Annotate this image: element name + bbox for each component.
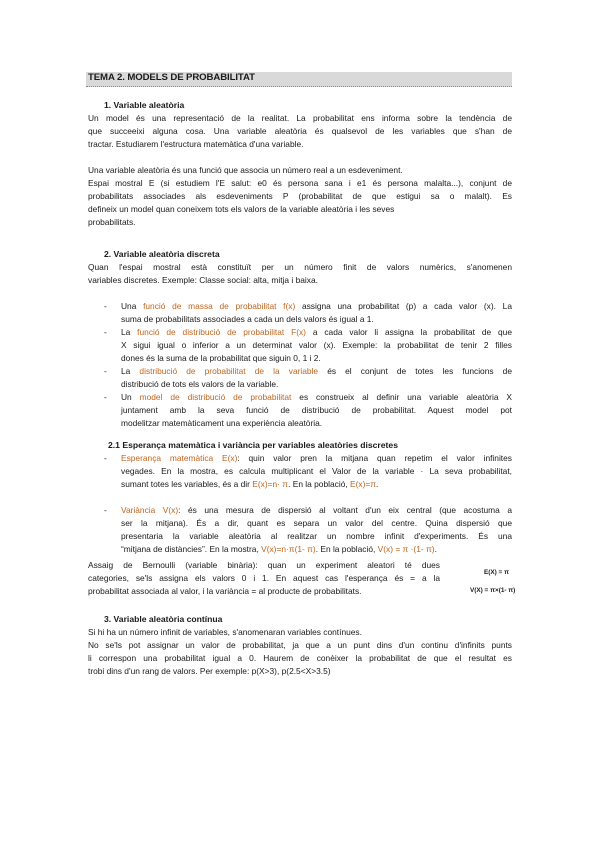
bullet-dash: - (104, 453, 107, 463)
s1-line-1: Un model és una representació de la realitat. La probabilitat ens informa sobre la tendència de (88, 113, 512, 123)
s2-bullet-2-line-2: X sigui igual o inferior a un determinat valor (x). Exemple: la probabilitat de tenir 2 filles (121, 340, 512, 350)
s2-bullet-4: Un model de distribució de probabilitat es construeix al definir una variable aleatòria X (121, 392, 512, 402)
s2-bullet-2: La funció de distribució de probabilitat F(x) a cada valor li assigna la probabilitat de que (121, 327, 512, 337)
bernoulli-expectation-formula: E(X) = π (484, 569, 509, 576)
section-1-heading: 1. Variable aleatòria (104, 100, 185, 110)
s1-line-3: tractar. Estudiarem l'estructura matemàtica d'una variable. (88, 139, 304, 149)
s2-bullet-3-line-2: distribució de tots els valors de la variable. (121, 379, 279, 389)
bernoulli-line-1: Assaig de Bernoulli (variable binària): quan un experiment aleatori té dues (88, 560, 440, 570)
bullet-dash: - (104, 366, 107, 376)
s1-line-8: probabilitats. (88, 217, 136, 227)
s2-line-1: Quan l'espai mostral està constituït per un número finit de valors numèrics, s'anomenen (88, 262, 512, 272)
s21-bullet-2-line-3: presentaria la variable aleatòria al realitzar un nombre infinit d'experiments. És una (121, 531, 512, 541)
s2-bullet-3: La distribució de probabilitat de la variable és el conjunt de totes les funcions de (121, 366, 512, 376)
s21-bullet-1: Esperança matemàtica E(x): quin valor pren la mitjana quan repetim el valor infinites (121, 453, 512, 463)
s2-bullet-2-line-3: dones és la suma de la probabilitat que siguin 0, 1 i 2. (121, 353, 321, 363)
s2-bullet-4-line-3: modelitzar matemàticament una experiència aleatòria. (121, 418, 323, 428)
s21-bullet-1-line-3: sumant totes les variables, és a dir E(x)=n· π. En la població, E(x)=π. (121, 479, 379, 489)
bernoulli-line-2: categories, se'ls assigna els valors 0 i 1. En aquest cas l'esperança és = a la (88, 573, 440, 583)
s2-bullet-4-line-2: juntament amb la seva funció de distribució de probabilitat. Aquest model pot (121, 405, 512, 415)
s3-line-2: No se'ls pot assignar un valor de probabilitat, ja que a un punt dins d'un continu d'infinits punts (88, 640, 512, 650)
s2-line-2: variables discretes. Exemple: Classe social: alta, mitja i baixa. (88, 275, 318, 285)
s3-line-1: Si hi ha un número infinit de variables, s'anomenaran variables contínues. (88, 627, 362, 637)
bullet-dash: - (104, 327, 107, 337)
s21-bullet-2-line-2: ser la mitjana). És a dir, quant es separa un valor del centre. Quina dispersió que (121, 518, 512, 528)
bullet-dash: - (104, 392, 107, 402)
s21-bullet-2: Variància V(x): és una mesura de dispersió al voltant d'un eix central (que acostuma a (121, 505, 512, 515)
section-2-1-heading: 2.1 Esperança matemàtica i variància per variables aleatòries discretes (108, 440, 398, 450)
s3-line-3: li correspon una probabilitat igual a 0. Haurem de conèixer la probabilitat de que el resultat es (88, 653, 512, 663)
bullet-dash: - (104, 301, 107, 311)
s2-bullet-1-line-2: suma de probabilitats associades a cada un dels valors és igual a 1. (121, 314, 374, 324)
s1-line-7: defineix un model quan coneixem tots els valors de la variable aleatòria i les seves (88, 204, 395, 214)
s1-line-6: probabilitats associades als esdeveniments P (probabilitat de que estigui sa o malalt). Es (88, 191, 512, 201)
bernoulli-line-3: probabilitat associada al valor, i la variància = al producte de probabilitats. (88, 586, 362, 596)
section-2-heading: 2. Variable aleatòria discreta (104, 249, 220, 259)
bernoulli-variance-formula: V(X) = π×(1- π) (470, 587, 516, 594)
s2-bullet-1: Una funció de massa de probabilitat f(x) assigna una probabilitat (p) a cada valor (x). La (121, 301, 512, 311)
s1-line-5: Espai mostral E (si estudiem l'E salut: e0 és persona sana i e1 és persona malalta...), conjunt de (88, 178, 512, 188)
bullet-dash: - (104, 505, 107, 515)
s1-line-2: que succeeixi alguna cosa. Una variable aleatòria és qualsevol de les variables que s'han de (88, 126, 512, 136)
s21-bullet-2-line-4: “mitjana de distàncies”. En la mostra, V(x)=n·π(1- π). En la població, V(x) = π ·(1- π). (121, 544, 437, 554)
s21-bullet-1-line-2: vegades. En la mostra, es calcula multiplicant el Valor de la variable · La seva probabilitat, (121, 466, 512, 476)
section-3-heading: 3. Variable aleatòria contínua (104, 614, 223, 624)
s1-line-4: Una variable aleatòria és una funció que associa un número real a un esdeveniment. (88, 165, 403, 175)
s3-line-4: trobi dins d'un rang de valors. Per exemple: p(X>3), p(2.5<X>3.5) (88, 666, 331, 676)
document-title: TEMA 2. MODELS DE PROBABILITAT (88, 72, 255, 83)
